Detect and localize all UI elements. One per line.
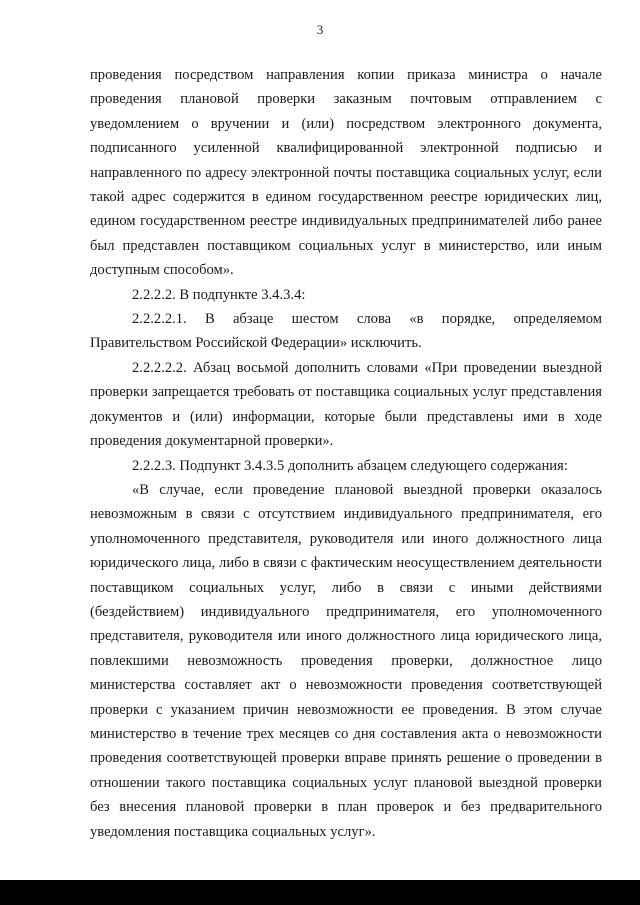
paragraph-subitem-2-2-2-2: 2.2.2.2. В подпункте 3.4.3.4: <box>132 286 306 303</box>
paragraph-subitem-2-2-2-3: 2.2.2.3. Подпункт 3.4.3.5 дополнить абзацем следующего содержания: <box>132 457 568 474</box>
paragraph-subitem-2-2-2-2-1: 2.2.2.2.1. В абзаце шестом слова «в порядке, определяемом Правительством Российской Федерации» исключить. <box>90 311 602 352</box>
page-number: 3 <box>316 22 324 37</box>
paragraph-subitem-2-2-2-2-2: 2.2.2.2.2. Абзац восьмой дополнить словами «При проведении выездной проверки запрещается требовать от поставщика социальных услуг представления документов и (или) информации, которые были представлены ими в ходе проведения документарной проверки». <box>90 359 602 450</box>
paragraph-continuation: проведения посредством направления копии приказа министра о начале проведения плановой проверки заказным почтовым отправлением с уведомлением о вручении и (или) посредством электронного документа, подписанного усиленной квалифицированной электронной подписью и направленного по адресу электронной почты поставщика социальных услуг, если такой адрес содержится в едином государственном реестре юридических лиц, едином государственном реестре индивидуальных предпринимателей либо ранее был представлен поставщиком социальных услуг в министерство, или иным доступным способом». <box>90 67 602 279</box>
document-body <box>90 63 602 844</box>
scan-bottom-border <box>0 880 640 905</box>
paragraph-quoted-insertion: «В случае, если проведение плановой выездной проверки оказалось невозможным в связи с отсутствием индивидуального предпринимателя, его уполномоченного представителя, руководителя или иного должностного лица юридического лица, либо в связи с фактическим неосуществлением деятельности поставщиком социальных услуг, либо в связи с иными действиями (бездействием) индивидуального предпринимателя, его уполномоченного представителя, руководителя или иного должностного лица юридического лица, повлекшими невозможность проведения проверки, должностное лицо министерства составляет акт о невозможности проведения соответствующей проверки с указанием причин невозможности ее проведения. В этом случае министерство в течение трех месяцев со дня составления акта о невозможности проведения соответствующей проверки вправе принять решение о проведении в отношении такого поставщика социальных услуг плановой выездной проверки без внесения плановой проверки в план проверок и без предварительного уведомления поставщика социальных услуг». <box>90 481 602 840</box>
